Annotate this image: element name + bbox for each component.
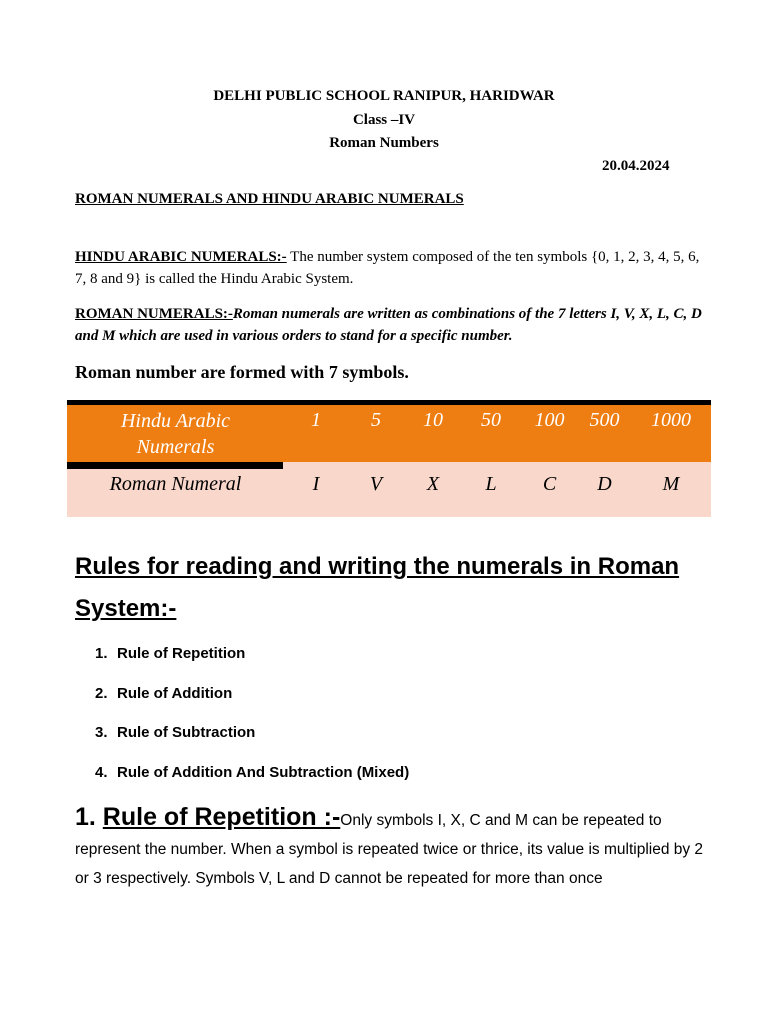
hindu-arabic-term: HINDU ARABIC NUMERALS:- xyxy=(75,249,287,265)
rule-label: Rule of Repetition xyxy=(117,645,246,662)
roman-cell: I xyxy=(312,473,320,495)
arabic-cell: 5 xyxy=(371,409,381,431)
subject-title: Roman Numbers xyxy=(329,135,439,151)
table-divider xyxy=(67,462,283,469)
repetition-text: Only symbols I, X, C and M can be repeated to represent the number. When a symbol is repeated twice or thrice, its value is multiplied by 2 or 3 respectively. Symbols V, L and D cannot be repeated for more than once xyxy=(75,812,704,887)
rule-number: 3. xyxy=(95,724,108,741)
roman-text: Roman numerals are written as combinations of the 7 letters I, V, X, L, C, D and M which are used in various orders to stand for a specific number. xyxy=(75,306,702,344)
list-item xyxy=(95,645,409,685)
arabic-cell: 1 xyxy=(311,409,321,431)
repetition-number: 1. xyxy=(75,803,103,831)
rule-label: Rule of Addition xyxy=(117,684,233,702)
repetition-section xyxy=(75,803,715,893)
hindu-arabic-text: The number system composed of the ten symbols {0, 1, 2, 3, 4, 5, 6, 7, 8 and 9} is called the Hindu Arabic System. xyxy=(75,249,700,287)
arabic-cell: 1000 xyxy=(651,409,691,431)
roman-cell: L xyxy=(485,473,497,495)
arabic-cell: 50 xyxy=(481,409,501,431)
list-item xyxy=(95,764,409,804)
arabic-cell: 10 xyxy=(423,409,443,431)
roman-cell: M xyxy=(662,473,680,495)
repetition-title: Rule of Repetition :- xyxy=(102,803,341,831)
row-label-roman: Roman Numeral xyxy=(109,473,242,495)
rule-label: Rule of Addition And Subtraction (Mixed) xyxy=(117,763,410,781)
numerals-table xyxy=(67,400,711,517)
roman-cell: X xyxy=(426,473,440,495)
roman-cell: C xyxy=(542,473,557,495)
list-item xyxy=(95,685,409,725)
rules-title: Rules for reading and writing the numerals in Roman System:- xyxy=(75,553,680,622)
rule-number: 2. xyxy=(95,684,108,702)
rule-number: 4. xyxy=(95,763,108,781)
school-name: DELHI PUBLIC SCHOOL RANIPUR, HARIDWAR xyxy=(213,88,555,104)
row-label-arabic: Hindu Arabic Numerals xyxy=(120,410,231,458)
table-row-roman xyxy=(67,462,711,517)
roman-cell: D xyxy=(597,473,612,495)
document-date: 20.04.2024 xyxy=(602,158,670,174)
roman-cell: V xyxy=(369,473,383,495)
rules-list xyxy=(95,645,409,803)
section-heading: ROMAN NUMERALS AND HINDU ARABIC NUMERALS xyxy=(75,191,464,207)
roman-term: ROMAN NUMERALS:- xyxy=(75,306,233,322)
rule-label: Rule of Subtraction xyxy=(117,724,256,741)
arabic-cell: 500 xyxy=(589,409,620,431)
class-label: Class –IV xyxy=(352,112,416,128)
table-row-arabic xyxy=(67,405,711,462)
list-item xyxy=(95,724,409,764)
arabic-cell: 100 xyxy=(534,409,565,431)
rule-number: 1. xyxy=(95,645,108,662)
roman-paragraph xyxy=(75,303,705,347)
hindu-arabic-paragraph xyxy=(75,246,705,290)
formed-statement: Roman number are formed with 7 symbols. xyxy=(75,362,409,382)
